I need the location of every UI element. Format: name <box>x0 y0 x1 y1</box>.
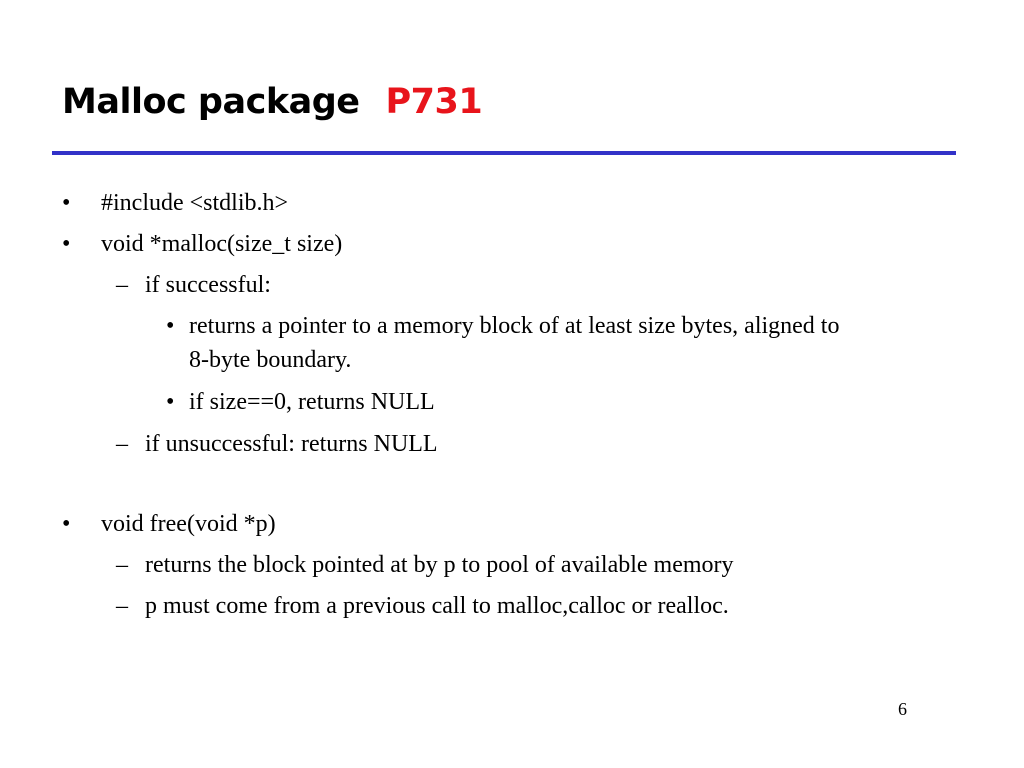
dash-marker: – <box>116 593 128 619</box>
sub-sub-item-returns-pointer-line-1: returns a pointer to a memory block of at least size bytes, aligned to <box>189 313 840 339</box>
title-page-reference: P731 <box>385 82 483 122</box>
bullet-marker: • <box>62 231 71 257</box>
bullet-marker: • <box>166 313 175 339</box>
page-number: 6 <box>898 699 907 719</box>
bullet-marker: • <box>166 389 175 415</box>
dash-marker: – <box>116 431 128 457</box>
bullet-include-stdlib: #include <stdlib.h> <box>101 190 289 216</box>
sub-item-p-must-come-from: p must come from a previous call to malloc,calloc or realloc. <box>145 593 729 619</box>
bullet-malloc-signature: void *malloc(size_t size) <box>101 231 343 257</box>
dash-marker: – <box>116 552 128 578</box>
sub-item-returns-block: returns the block pointed at by p to pool of available memory <box>145 552 734 578</box>
sub-sub-item-size-zero: if size==0, returns NULL <box>189 389 435 415</box>
sub-item-if-unsuccessful: if unsuccessful: returns NULL <box>145 431 438 457</box>
sub-sub-item-returns-pointer-line-2: 8-byte boundary. <box>189 347 352 373</box>
sub-item-if-successful: if successful: <box>145 272 271 298</box>
bullet-free-signature: void free(void *p) <box>101 511 276 537</box>
bullet-marker: • <box>62 190 71 216</box>
dash-marker: – <box>116 272 128 298</box>
title-text: Malloc package <box>62 82 360 122</box>
bullet-marker: • <box>62 511 71 537</box>
